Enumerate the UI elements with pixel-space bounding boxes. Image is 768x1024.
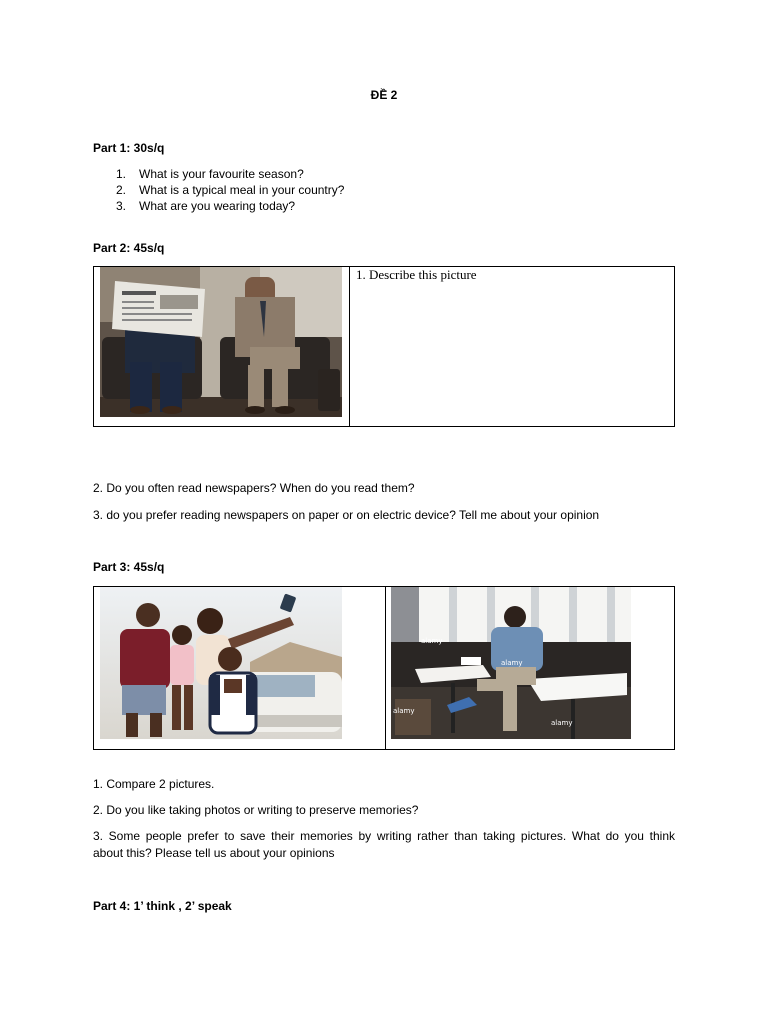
question-text: What is a typical meal in your country? [139, 183, 345, 197]
watermark-text: alamy [501, 659, 523, 667]
part3-question-3 [93, 828, 675, 862]
watermark-text: alamy [421, 637, 443, 645]
newspaper-reading-photo [100, 267, 342, 417]
list-item [116, 182, 344, 198]
part2-table [93, 266, 675, 427]
watermark-text: alamy [551, 719, 573, 727]
part2-heading: Part 2: 45s/q [93, 241, 165, 255]
document-title: ĐỀ 2 [370, 88, 398, 102]
describe-picture-prompt: 1. Describe this picture [356, 267, 477, 282]
question-text: What is your favourite season? [139, 167, 304, 181]
part2-image-cell [94, 267, 349, 426]
watermark-text: alamy [393, 707, 415, 715]
part1-question-list [116, 166, 344, 214]
part3-image-cell-1 [94, 587, 385, 749]
part3-question-3-line-2: about this? Please tell us about your opinions [93, 846, 335, 860]
part3-question-2: 2. Do you like taking photos or writing to preserve memories? [93, 803, 419, 817]
part3-question-1: 1. Compare 2 pictures. [93, 777, 215, 791]
family-selfie-photo [100, 587, 342, 739]
part3-heading: Part 3: 45s/q [93, 560, 165, 574]
part2-text-cell [350, 267, 674, 426]
list-number: 3. [116, 199, 127, 213]
part2-question-3: 3. do you prefer reading newspapers on paper or on electric device? Tell me about your opinion [93, 508, 600, 522]
part3-table [93, 586, 675, 750]
man-writing-cafe-photo [391, 587, 631, 739]
part1-heading: Part 1: 30s/q [93, 141, 165, 155]
list-item [116, 198, 344, 214]
part3-question-3-line-1: 3. Some people prefer to save their memories by writing rather than taking pictures. What do you think [93, 829, 675, 843]
part2-question-2: 2. Do you often read newspapers? When do you read them? [93, 481, 415, 495]
part3-image-cell-2 [386, 587, 674, 749]
question-text: What are you wearing today? [139, 199, 296, 213]
list-number: 1. [116, 167, 127, 181]
list-number: 2. [116, 183, 127, 197]
part4-heading: Part 4: 1’ think , 2’ speak [93, 899, 232, 913]
list-item [116, 166, 344, 182]
